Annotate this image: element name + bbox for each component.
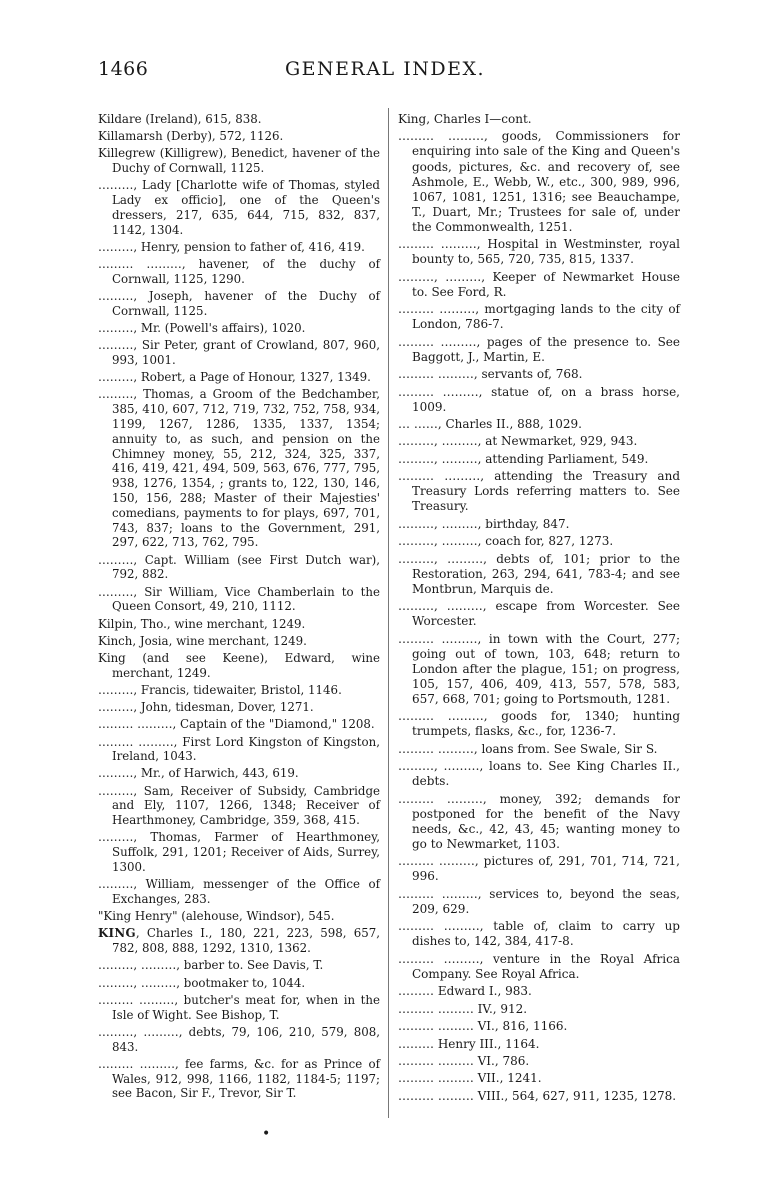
- index-entry: ………, Francis, tidewaiter, Bristol, 1146.: [98, 682, 342, 697]
- index-entry: ………, Lady [Charlotte wife of Thomas, styled Lady ex officio], one of the Queen's dressers, 217, 635, 644, 715, 832, 837, 1142, 1304.: [98, 178, 380, 237]
- index-entry: ……… ………, attending the Treasury and Treasury Lords referring matters to. See Treasury.: [398, 469, 680, 514]
- column-divider: [388, 108, 389, 1118]
- index-entry: ………, ………, barber to. See Davis, T.: [98, 958, 324, 973]
- index-entry: ……… ………, statue of, on a brass horse, 1009.: [398, 384, 680, 414]
- index-entry: Killegrew (Killigrew), Benedict, havener of the Duchy of Cornwall, 1125.: [98, 146, 380, 176]
- index-entry: ………, John, tidesman, Dover, 1271.: [98, 700, 314, 715]
- index-entry: ……… ………, goods for, 1340; hunting trumpets, flasks, &c., for, 1236-7.: [398, 709, 680, 739]
- page-number: 1466: [98, 58, 149, 80]
- index-entry: ……… ………, pictures of, 291, 701, 714, 721, 996.: [398, 854, 680, 884]
- index-entry: ……… ………, Captain of the "Diamond," 1208.: [98, 717, 375, 732]
- index-entry: King (and see Keene), Edward, wine merchant, 1249.: [98, 650, 380, 680]
- index-entry: ……… ……… VI., 786.: [398, 1054, 530, 1069]
- footer-mark: •: [262, 1126, 271, 1142]
- index-entry: ……… ………, mortgaging lands to the city of London, 786-7.: [398, 302, 680, 332]
- index-entry: King, Charles I—cont.: [398, 112, 532, 126]
- index-entry: ……… ………, goods, Commissioners for enquiring into sale of the King and Queen's goods, pictures, &c. and recovery of, see Ashmole, E., Webb, W., etc., 300, 989, 996, 1067, 1081, 1251, 1316; see Beauchampe, T., Duart, Mr.; Trustees for sale of, under the Commonwealth, 1251.: [398, 129, 680, 234]
- index-entry: ………, ………, coach for, 827, 1273.: [398, 534, 614, 549]
- index-entry: ………, ………, Keeper of Newmarket House to. See Ford, R.: [398, 269, 680, 299]
- index-entry: ………, ………, attending Parliament, 549.: [398, 451, 649, 466]
- index-entry: ………, Thomas, a Groom of the Bedchamber, 385, 410, 607, 712, 719, 732, 752, 758, 934, 1199, 1267, 1286, 1335, 1337, 1354; annuity to, as such, and pension on the Chimney money, 55, 212, 324, 325, 337, 416, 419, 421, 494, 509, 563, 676, 777, 795, 938, 1276, 1354, ; grants to, 122, 130, 146, 150, 156, 288; Master of their Majesties' comedians, payments to for plays, 697, 701, 743, 837; loans to the Government, 291, 297, 622, 713, 762, 795.: [98, 387, 380, 550]
- index-entry: Kinch, Josia, wine merchant, 1249.: [98, 633, 307, 648]
- index-entry: "King Henry" (alehouse, Windsor), 545.: [98, 909, 335, 924]
- index-entry: KING, Charles I., 180, 221, 223, 598, 657, 782, 808, 888, 1292, 1310, 1362.: [98, 926, 380, 956]
- index-entry: ………, Sir William, Vice Chamberlain to the Queen Consort, 49, 210, 1112.: [98, 584, 380, 614]
- index-entry: ……… ………, venture in the Royal Africa Company. See Royal Africa.: [398, 951, 680, 981]
- index-entry: ………, ………, loans to. See King Charles II., debts.: [398, 759, 680, 789]
- index-entry: ………, ………, birthday, 847.: [398, 516, 570, 531]
- index-entry: ………, ………, bootmaker to, 1044.: [98, 975, 306, 990]
- index-entry: ………, Mr., of Harwich, 443, 619.: [98, 766, 299, 781]
- index-entry: ………, Thomas, Farmer of Hearthmoney, Suffolk, 291, 1201; Receiver of Aids, Surrey, 1300.: [98, 830, 380, 875]
- index-entry: ……… ………, loans from. See Swale, Sir S.: [398, 741, 658, 756]
- index-entry: ……… ………, fee farms, &c. for as Prince of Wales, 912, 998, 1166, 1182, 1184-5; 1197; see Bacon, Sir F., Trevor, Sir T.: [98, 1056, 380, 1101]
- index-entry: ……… ………, money, 392; demands for postponed for the benefit of the Navy needs, &c., 42, 43, 45; wanting money to go to Newmarket, 1103.: [398, 791, 680, 851]
- index-entry: ………, Sir Peter, grant of Crowland, 807, 960, 993, 1001.: [98, 338, 380, 368]
- index-entry: ………, William, messenger of the Office of Exchanges, 283.: [98, 877, 380, 907]
- index-entry: ………, Robert, a Page of Honour, 1327, 1349.: [98, 370, 371, 385]
- index-entry: ……… Edward I., 983.: [398, 984, 532, 999]
- index-entry: ……… ………, Hospital in Westminster, royal bounty to, 565, 720, 735, 815, 1337.: [398, 237, 680, 267]
- index-entry: Killamarsh (Derby), 572, 1126.: [98, 129, 284, 144]
- index-column-right: [398, 112, 680, 1106]
- index-entry: Kildare (Ireland), 615, 838.: [98, 112, 262, 126]
- index-entry: ……… ………, butcher's meat for, when in the Isle of Wight. See Bishop, T.: [98, 992, 380, 1022]
- index-entry: … ……, Charles II., 888, 1029.: [398, 417, 582, 432]
- index-entry: ………, Mr. (Powell's affairs), 1020.: [98, 321, 306, 336]
- index-entry: ………, ………, debts of, 101; prior to the Restoration, 263, 294, 641, 783-4; and see Montbrun, Marquis de.: [398, 551, 680, 596]
- index-entry: ………, Sam, Receiver of Subsidy, Cambridge and Ely, 1107, 1266, 1348; Receiver of Hearthmoney, Cambridge, 359, 368, 415.: [98, 783, 380, 828]
- index-entry: ………, ………, debts, 79, 106, 210, 579, 808, 843.: [98, 1024, 380, 1054]
- index-entry: ………, Capt. William (see First Dutch war), 792, 882.: [98, 552, 380, 582]
- index-entry: ……… ………, servants of, 768.: [398, 367, 583, 382]
- index-entry: ……… ……… IV., 912.: [398, 1001, 528, 1016]
- index-entry: ………, Joseph, havener of the Duchy of Cornwall, 1125.: [98, 289, 380, 318]
- index-entry: ……… ………, First Lord Kingston of Kingston, Ireland, 1043.: [98, 734, 380, 764]
- index-entry: ……… ……… VII., 1241.: [398, 1071, 542, 1086]
- index-entry: ……… ………, in town with the Court, 277; going out of town, 103, 648; return to London after the plague, 151; on progress, 105, 157, 406, 409, 413, 557, 578, 583, 657, 668, 701; going to Portsmouth, 1281.: [398, 631, 680, 706]
- index-column-left: [98, 112, 380, 1104]
- index-entry: ……… ……… VI., 816, 1166.: [398, 1019, 568, 1034]
- index-entry: ………, ………, at Newmarket, 929, 943.: [398, 434, 638, 449]
- index-entry: ……… ………, table of, claim to carry up dishes to, 142, 384, 417-8.: [398, 919, 680, 949]
- index-entry: ……… ………, havener, of the duchy of Cornwall, 1125, 1290.: [98, 257, 380, 286]
- page-title: GENERAL INDEX.: [284, 58, 486, 80]
- index-entry: ……… ………, pages of the presence to. See Baggott, J., Martin, E.: [398, 334, 680, 364]
- index-entry: ………, ………, escape from Worcester. See Worcester.: [398, 599, 680, 629]
- index-entry: ………, Henry, pension to father of, 416, 419.: [98, 239, 365, 254]
- index-entry: ……… ………, services to, beyond the seas, 209, 629.: [398, 886, 680, 916]
- index-entry: ……… Henry III., 1164.: [398, 1036, 540, 1051]
- index-entry: ……… ……… VIII., 564, 627, 911, 1235, 1278.: [398, 1088, 677, 1103]
- index-entry: Kilpin, Tho., wine merchant, 1249.: [98, 616, 306, 631]
